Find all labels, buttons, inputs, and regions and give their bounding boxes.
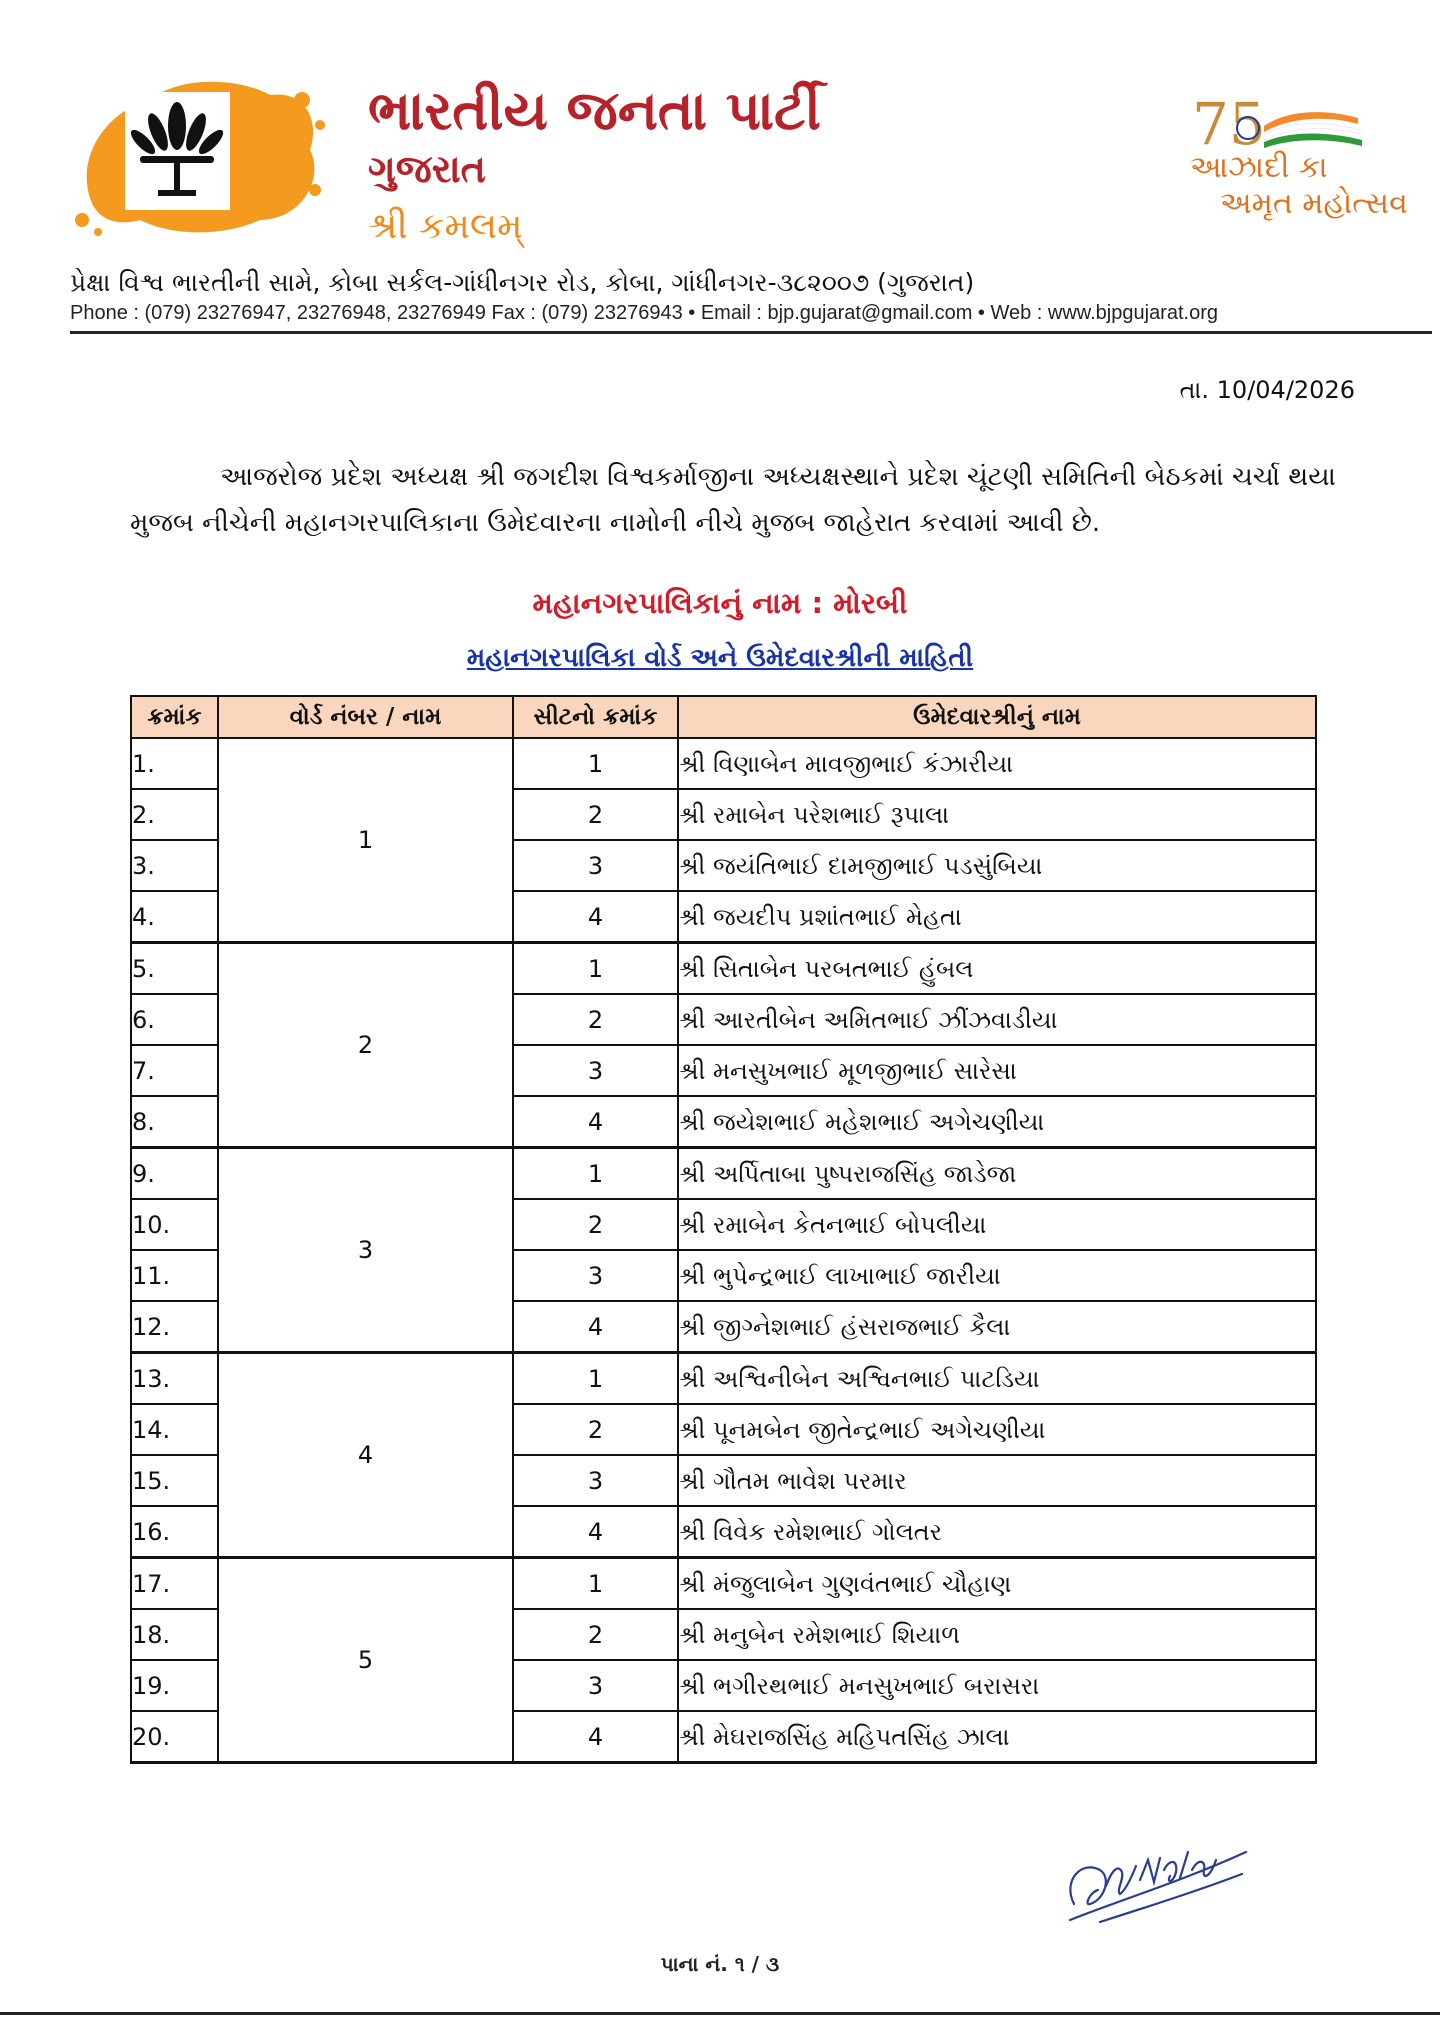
header-divider	[70, 331, 1432, 334]
serial-number-cell: 17.	[131, 1558, 218, 1610]
candidate-table	[130, 695, 1317, 1764]
ward-number-cell: 3	[218, 1148, 513, 1353]
candidate-name-cell: શ્રી રમાબેન કેતનભાઈ બોપલીયા	[678, 1199, 1316, 1250]
candidate-table-body	[131, 738, 1316, 1763]
seat-number-cell: 1	[513, 1148, 678, 1200]
serial-number-cell: 14.	[131, 1404, 218, 1455]
seat-number-cell: 4	[513, 891, 678, 943]
ward-number-cell: 5	[218, 1558, 513, 1763]
candidate-name-cell: શ્રી પૂનમબેન જીતેન્દ્રભાઈ અગેચણીયા	[678, 1404, 1316, 1455]
section-subtitle: મહાનગરપાલિકા વોર્ડ અને ઉમેદવારશ્રીની માહિતી	[466, 643, 974, 673]
seat-number-cell: 4	[513, 1711, 678, 1763]
candidate-name-cell: શ્રી મંજુલાબેન ગુણવંતભાઈ ચૌહાણ	[678, 1558, 1316, 1610]
column-header-ward: વોર્ડ નંબર / નામ	[218, 696, 513, 738]
seat-number-cell: 4	[513, 1096, 678, 1148]
candidate-name-cell: શ્રી મનુબેન રમેશભાઈ શિયાળ	[678, 1609, 1316, 1660]
table-header-row	[131, 696, 1316, 738]
serial-number-cell: 6.	[131, 994, 218, 1045]
serial-number-cell: 20.	[131, 1711, 218, 1763]
candidate-name-cell: શ્રી ભુપેન્દ્રભાઈ લાખાભાઈ જારીયા	[678, 1250, 1316, 1301]
ward-number-cell: 2	[218, 943, 513, 1148]
seat-number-cell: 4	[513, 1506, 678, 1558]
column-header-seat: સીટનો ક્રમાંક	[513, 696, 678, 738]
serial-number-cell: 8.	[131, 1096, 218, 1148]
serial-number-cell: 16.	[131, 1506, 218, 1558]
seat-number-cell: 1	[513, 943, 678, 995]
office-name: શ્રી કમલમ્	[368, 206, 523, 247]
seat-number-cell: 1	[513, 1558, 678, 1610]
table-row	[131, 943, 1316, 995]
candidate-name-cell: શ્રી વિવેક રમેશભાઈ ગોલતર	[678, 1506, 1316, 1558]
serial-number-cell: 7.	[131, 1045, 218, 1096]
serial-number-cell: 11.	[131, 1250, 218, 1301]
seat-number-cell: 3	[513, 840, 678, 891]
ward-number-cell: 4	[218, 1353, 513, 1558]
seat-number-cell: 2	[513, 789, 678, 840]
seat-number-cell: 1	[513, 1353, 678, 1405]
azadi-number: 75	[1192, 90, 1266, 158]
candidate-name-cell: શ્રી મેઘરાજસિંહ મહિપતસિંહ ઝાલા	[678, 1711, 1316, 1763]
azadi-line-2: અમૃત મહોત્સવ	[1220, 186, 1408, 221]
page-number: પાના નં. ૧ / ૩	[660, 1952, 780, 1976]
letterhead	[0, 0, 1440, 370]
serial-number-cell: 13.	[131, 1353, 218, 1405]
column-header-candidate: ઉમેદવારશ્રીનું નામ	[678, 696, 1316, 738]
seat-number-cell: 2	[513, 1609, 678, 1660]
candidate-name-cell: શ્રી ભગીરથભાઈ મનસુખભાઈ બરાસરા	[678, 1660, 1316, 1711]
intro-paragraph: આજરોજ પ્રદેશ અધ્યક્ષ શ્રી જગદીશ વિશ્વકર્માજીના અધ્યક્ષસ્થાને પ્રદેશ ચૂંટણી સમિતિની બેઠકમાં ચર્ચા થયા મુજબ નીચેની મહાનગરપાલિકાના ઉમેદવારના નામોની નીચે મુજબ જાહેરાત કરવામાં આવી છે.	[130, 462, 1336, 538]
office-address: પ્રેક્ષા વિશ્વ ભારતીની સામે, કોબા સર્કલ-ગાંધીનગર રોડ, કોબા, ગાંધીનગર-૩૮૨૦૦૭ (ગુજરાત)	[70, 268, 975, 297]
serial-number-cell: 2.	[131, 789, 218, 840]
candidate-name-cell: શ્રી જયેશભાઈ મહેશભાઈ અગેચણીયા	[678, 1096, 1316, 1148]
candidate-name-cell: શ્રી રમાબેન પરેશભાઈ રૂપાલા	[678, 789, 1316, 840]
seat-number-cell: 3	[513, 1660, 678, 1711]
handwritten-signature	[1060, 1830, 1250, 1930]
serial-number-cell: 19.	[131, 1660, 218, 1711]
candidate-name-cell: શ્રી આરતીબેન અમિતભાઈ ઝીંઝવાડીયા	[678, 994, 1316, 1045]
candidate-name-cell: શ્રી વિણાબેન માવજીભાઈ કંઝારીયા	[678, 738, 1316, 789]
contact-line: Phone : (079) 23276947, 23276948, 23276949 Fax : (079) 23276943 • Email : bjp.gujarat@gmail.com • Web : www.bjpgujarat.org	[70, 302, 1218, 324]
table-row	[131, 738, 1316, 789]
serial-number-cell: 4.	[131, 891, 218, 943]
serial-number-cell: 10.	[131, 1199, 218, 1250]
candidate-name-cell: શ્રી મનસુખભાઈ મૂળજીભાઈ સારેસા	[678, 1045, 1316, 1096]
letter-date: તા. 10/04/2026	[1179, 376, 1355, 404]
candidate-name-cell: શ્રી અશ્વિનીબેન અશ્વિનભાઈ પાટડિયા	[678, 1353, 1316, 1405]
candidate-name-cell: શ્રી સિતાબેન પરબતભાઈ હુંબલ	[678, 943, 1316, 995]
serial-number-cell: 3.	[131, 840, 218, 891]
candidate-name-cell: શ્રી અર્પિતાબા પુષ્પરાજસિંહ જાડેજા	[678, 1148, 1316, 1200]
seat-number-cell: 2	[513, 1404, 678, 1455]
serial-number-cell: 5.	[131, 943, 218, 995]
seat-number-cell: 4	[513, 1301, 678, 1353]
seat-number-cell: 3	[513, 1250, 678, 1301]
column-header-serial: ક્રમાંક	[131, 696, 218, 738]
candidate-name-cell: શ્રી જયદીપ પ્રશાંતભાઈ મેહતા	[678, 891, 1316, 943]
seat-number-cell: 3	[513, 1045, 678, 1096]
corporation-title: મહાનગરપાલિકાનું નામ : મોરબી	[532, 586, 908, 620]
candidate-name-cell: શ્રી જીગ્નેશભાઈ હંસરાજભાઈ કૈલા	[678, 1301, 1316, 1353]
serial-number-cell: 18.	[131, 1609, 218, 1660]
serial-number-cell: 15.	[131, 1455, 218, 1506]
serial-number-cell: 1.	[131, 738, 218, 789]
seat-number-cell: 2	[513, 994, 678, 1045]
azadi-line-1: આઝાદી કા	[1190, 150, 1328, 185]
party-state: ગુજરાત	[368, 146, 486, 191]
table-row	[131, 1558, 1316, 1610]
seat-number-cell: 3	[513, 1455, 678, 1506]
table-row	[131, 1353, 1316, 1405]
candidate-name-cell: શ્રી ગૌતમ ભાવેશ પરમાર	[678, 1455, 1316, 1506]
seat-number-cell: 1	[513, 738, 678, 789]
party-name: ભારતીય જનતા પાર્ટી	[368, 78, 821, 142]
seat-number-cell: 2	[513, 1199, 678, 1250]
table-row	[131, 1148, 1316, 1200]
ward-number-cell: 1	[218, 738, 513, 943]
serial-number-cell: 12.	[131, 1301, 218, 1353]
lotus-logo-icon	[70, 70, 330, 240]
serial-number-cell: 9.	[131, 1148, 218, 1200]
footer-divider	[0, 2012, 1440, 2015]
candidate-name-cell: શ્રી જયંતિભાઈ દામજીભાઈ પડસુંબિયા	[678, 840, 1316, 891]
